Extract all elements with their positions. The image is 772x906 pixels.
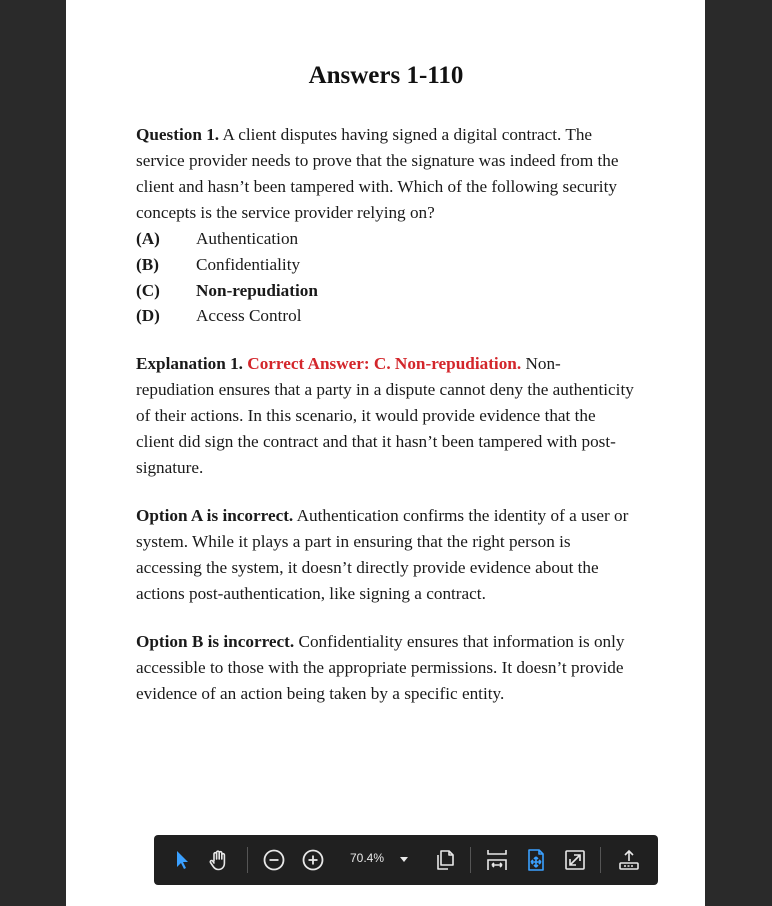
toolbar-separator bbox=[600, 847, 601, 873]
option-list bbox=[136, 226, 636, 329]
option-letter: (A) bbox=[136, 229, 160, 248]
option-text: Confidentiality bbox=[196, 254, 301, 274]
explanation-label: Explanation 1. bbox=[136, 354, 243, 374]
page-content bbox=[136, 60, 636, 729]
toolbar-separator bbox=[247, 847, 248, 873]
option-b bbox=[136, 252, 636, 278]
option-letter: (D) bbox=[136, 306, 160, 326]
select-tool-icon[interactable] bbox=[170, 848, 194, 872]
page-view-icon[interactable] bbox=[433, 848, 457, 872]
document-page bbox=[66, 0, 705, 906]
option-d bbox=[136, 303, 636, 329]
fit-width-icon[interactable] bbox=[485, 848, 509, 872]
explanation-text: Non-repudiation ensures that a party in a dispute cannot deny the authenticity of their actions. In this scenario, it would provide evidence that the client did sign the contract and that it hasn’t been tampered with post-signature. bbox=[136, 354, 634, 478]
option-text: Authentication bbox=[196, 229, 299, 248]
option-a-paragraph bbox=[136, 503, 636, 607]
zoom-in-icon[interactable] bbox=[301, 848, 325, 872]
question-label: Question 1. bbox=[136, 125, 220, 144]
page-title: Answers 1-110 bbox=[308, 62, 464, 89]
option-b-text: Confidentiality ensures that information is only accessible to those with the appropriate permissions. It doesn’t provide evidence of an action being taken by a specific entity. bbox=[136, 632, 625, 704]
option-a bbox=[136, 226, 636, 252]
zoom-dropdown-icon[interactable] bbox=[400, 857, 408, 862]
fit-page-icon[interactable] bbox=[524, 848, 548, 872]
question-text: A client disputes having signed a digital contract. The service provider needs to prove that the signature was indeed from the client and hasn’t been tampered with. Which of the following security concepts is the service provider relying on? bbox=[136, 125, 619, 222]
option-letter: (C) bbox=[136, 280, 160, 300]
zoom-level[interactable]: 70.4% bbox=[350, 851, 385, 865]
explanation-paragraph bbox=[136, 351, 636, 481]
option-text: Access Control bbox=[196, 306, 302, 326]
question-paragraph bbox=[136, 122, 636, 226]
fullscreen-icon[interactable] bbox=[563, 848, 587, 872]
option-b-label: Option B is incorrect. bbox=[136, 632, 295, 652]
hand-tool-icon[interactable] bbox=[207, 848, 231, 872]
pdf-toolbar bbox=[154, 835, 658, 885]
export-icon[interactable] bbox=[617, 848, 641, 872]
option-text: Non-repudiation bbox=[196, 280, 318, 300]
correct-answer: Correct Answer: C. Non-repudiation. bbox=[247, 354, 522, 374]
option-b-paragraph bbox=[136, 629, 636, 707]
option-a-label: Option A is incorrect. bbox=[136, 506, 294, 526]
zoom-out-icon[interactable] bbox=[262, 848, 286, 872]
option-letter: (B) bbox=[136, 254, 159, 274]
option-a-text: Authentication confirms the identity of a user or system. While it plays a part in ensuring that the right person is accessing the system, it doesn’t directly provide evidence about the actions post-authentication, like signing a contract. bbox=[136, 506, 629, 604]
option-c bbox=[136, 278, 636, 304]
toolbar-separator bbox=[470, 847, 471, 873]
